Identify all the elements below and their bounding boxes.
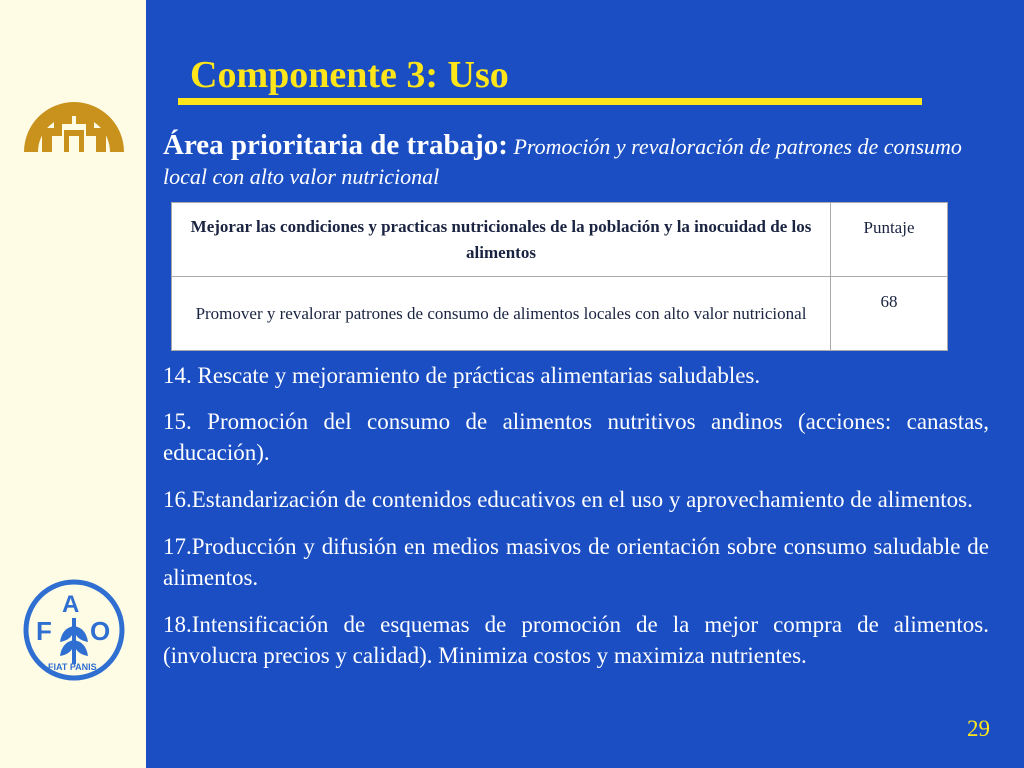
table-cell-objective: Promover y revalorar patrones de consumo de alimentos locales con alto valor nutricional — [172, 277, 831, 351]
priority-table — [171, 202, 948, 351]
list-item: 16.Estandarización de contenidos educativos en el uso y aprovechamiento de alimentos. — [163, 487, 973, 512]
logo-sidebar — [0, 0, 146, 768]
fao-logo-icon — [22, 578, 126, 682]
table-header-score: Puntaje — [831, 203, 948, 277]
table-cell-score: 68 — [831, 277, 948, 351]
list-item: 15. Promoción del consumo de alimentos nutritivos andinos (acciones: canastas, educación). — [163, 409, 989, 465]
table-header-objective: Mejorar las condiciones y practicas nutricionales de la población y la inocuidad de los alimentos — [172, 203, 831, 277]
fao-letter-f: F — [36, 616, 52, 646]
fao-motto: FIAT PANIS — [48, 662, 97, 672]
list-item: 14. Rescate y mejoramiento de prácticas alimentarias saludables. — [163, 363, 761, 388]
action-list — [163, 360, 989, 687]
fao-letter-o: O — [90, 616, 111, 646]
table-header-row — [172, 203, 948, 277]
subtitle-label: Área prioritaria de trabajo: — [163, 129, 508, 161]
list-item: 18.Intensificación de esquemas de promoción de la mejor compra de alimentos. (involucra precios y calidad). Minimiza costos y maximiza nutrientes. — [163, 612, 989, 668]
table-row — [172, 277, 948, 351]
subtitle — [163, 130, 973, 192]
subtitle-description: Promoción y revaloración de patrones de consumo local con alto valor nutricional — [163, 134, 962, 189]
slide-title: Componente 3: Uso — [190, 54, 509, 96]
title-underline — [178, 98, 922, 105]
list-item: 17.Producción y difusión en medios masivos de orientación sobre consumo saludable de alimentos. — [163, 534, 989, 590]
fao-letter-a: A — [62, 591, 80, 618]
page-number: 29 — [967, 716, 990, 741]
can-logo-icon — [20, 80, 128, 156]
